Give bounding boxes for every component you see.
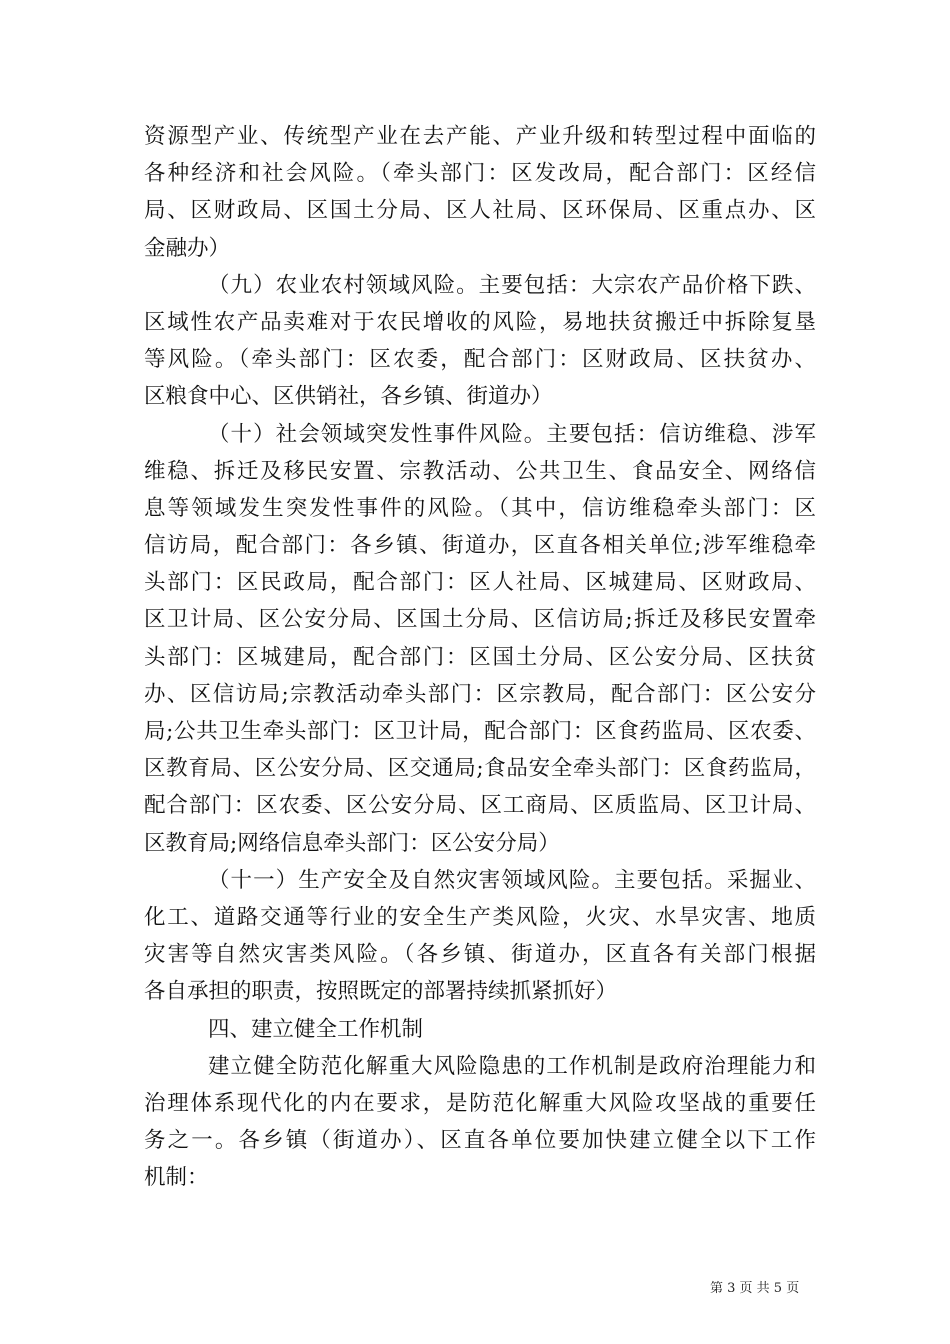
text-line: 头部门：区民政局，配合部门：区人社局、区城建局、区财政局、 xyxy=(144,570,816,596)
section-heading xyxy=(144,1011,816,1048)
text-line: 四、建立健全工作机制 xyxy=(208,1016,424,1042)
text-line: 头部门：区城建局，配合部门：区国土分局、区公安分局、区扶贫 xyxy=(144,644,816,670)
text-line: 局;公共卫生牵头部门：区卫计局，配合部门：区食药监局、区农委、 xyxy=(144,719,816,744)
paragraph xyxy=(144,267,816,416)
text-line: （九）农业农村领域风险。主要包括：大宗农产品价格下跌、 xyxy=(208,272,816,298)
text-line: （十一）生产安全及自然灾害领域风险。主要包括。采掘业、 xyxy=(208,867,816,893)
text-line: 局、区财政局、区国土分局、区人社局、区环保局、区重点办、区 xyxy=(144,198,816,224)
text-line: 各种经济和社会风险。（牵头部门：区发改局，配合部门：区经信 xyxy=(144,161,816,187)
text-line: 各自承担的职责，按照既定的部署持续抓紧抓好） xyxy=(144,979,618,1005)
text-line: 区域性农产品卖难对于农民增收的风险，易地扶贫搬迁中拆除复垦 xyxy=(144,309,816,335)
text-line: 息等领域发生突发性事件的风险。（其中，信访维稳牵头部门：区 xyxy=(144,495,816,521)
text-line: 区教育局;网络信息牵头部门：区公安分局） xyxy=(144,830,560,856)
text-line: 配合部门：区农委、区公安分局、区工商局、区质监局、区卫计局、 xyxy=(144,793,816,819)
text-line: 区粮食中心、区供销社，各乡镇、街道办） xyxy=(144,384,553,410)
paragraph xyxy=(144,118,816,267)
paragraph xyxy=(144,862,816,1011)
text-line: 信访局，配合部门：各乡镇、街道办，区直各相关单位;涉军维稳牵 xyxy=(144,533,816,559)
text-line: 灾害等自然灾害类风险。（各乡镇、街道办，区直各有关部门根据 xyxy=(144,942,816,968)
document-body xyxy=(144,118,816,1196)
paragraph xyxy=(144,1048,816,1197)
text-line: （十）社会领域突发性事件风险。主要包括：信访维稳、涉军 xyxy=(208,421,816,447)
text-line: 机制： xyxy=(144,1165,209,1191)
text-line: 维稳、拆迁及移民安置、宗教活动、公共卫生、食品安全、网络信 xyxy=(144,458,816,484)
text-line: 区卫计局、区公安分局、区国土分局、区信访局;拆迁及移民安置牵 xyxy=(144,607,816,633)
text-line: 金融办） xyxy=(144,235,231,261)
paragraph xyxy=(144,416,816,862)
text-line: 等风险。（牵头部门：区农委，配合部门：区财政局、区扶贫办、 xyxy=(144,347,816,373)
text-line: 区教育局、区公安分局、区交通局;食品安全牵头部门：区食药监局， xyxy=(144,756,816,782)
text-line: 治理体系现代化的内在要求，是防范化解重大风险攻坚战的重要任 xyxy=(144,1090,816,1116)
text-line: 建立健全防范化解重大风险隐患的工作机制是政府治理能力和 xyxy=(208,1053,816,1079)
text-line: 务之一。各乡镇（街道办）、区直各单位要加快建立健全以下工作 xyxy=(144,1128,816,1154)
text-line: 化工、道路交通等行业的安全生产类风险，火灾、水旱灾害、地质 xyxy=(144,904,816,930)
text-line: 资源型产业、传统型产业在去产能、产业升级和转型过程中面临的 xyxy=(144,124,816,149)
page-number-footer: 第 3 页 共 5 页 xyxy=(710,1281,800,1296)
text-line: 办、区信访局;宗教活动牵头部门：区宗教局，配合部门：区公安分 xyxy=(144,681,816,707)
